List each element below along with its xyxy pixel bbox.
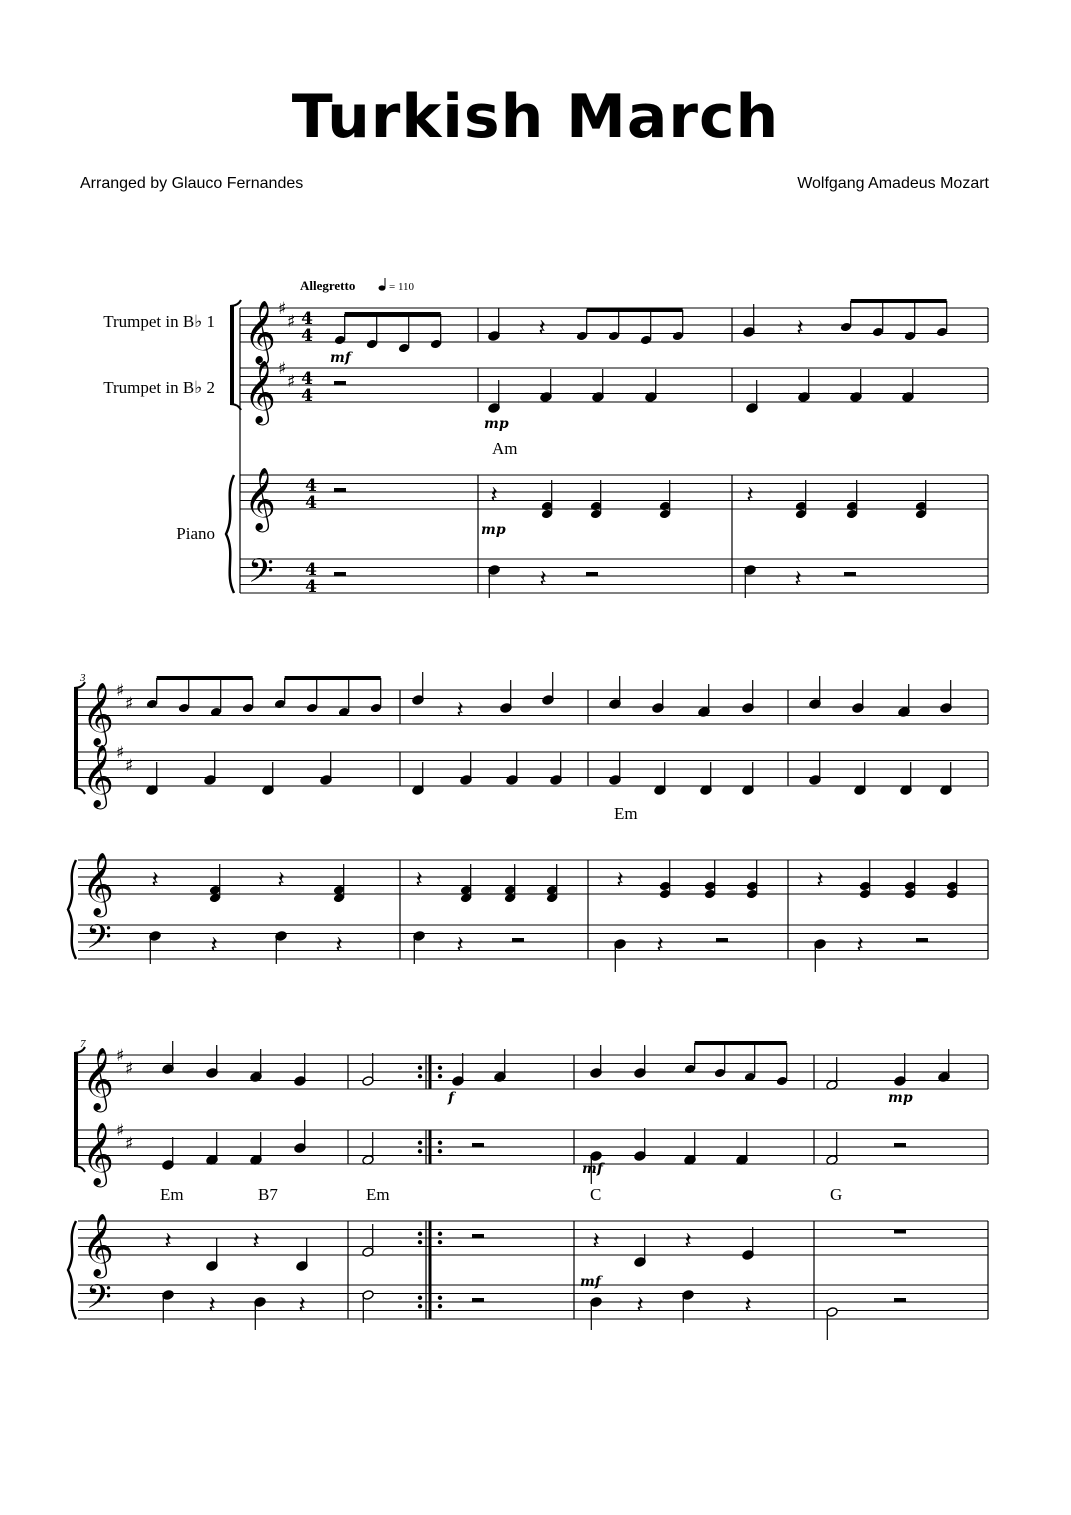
arranger-credit: Arranged by Glauco Fernandes: [80, 175, 304, 192]
tempo-note: [379, 285, 386, 290]
bass-clef: 𝄢: [86, 1278, 112, 1325]
quarter-rest: 𝄽: [816, 865, 824, 894]
bass-clef: 𝄢: [248, 552, 274, 599]
treble-clef: 𝄞: [82, 744, 114, 807]
time-sig-bottom: 4: [301, 386, 313, 406]
quarter-rest: 𝄽: [656, 930, 664, 959]
sharp-f: ♯: [116, 1121, 125, 1141]
chord-symbol: G: [830, 1185, 843, 1204]
instrument-name-piano: Piano: [176, 524, 215, 543]
half-rest: [334, 488, 346, 492]
quarter-rest: 𝄽: [684, 1226, 692, 1255]
chord-symbol: C: [590, 1185, 602, 1204]
sharp-f: ♯: [278, 359, 287, 379]
half-rest: [894, 1143, 906, 1147]
half-rest: [916, 938, 928, 942]
measure-number: 3: [80, 672, 86, 684]
quarter-rest: 𝄽: [744, 1290, 752, 1319]
quarter-rest: 𝄽: [277, 865, 285, 894]
chord-symbol: B7: [258, 1185, 278, 1204]
dynamic-marking: mf: [330, 350, 351, 366]
time-sig-top: 4: [305, 560, 317, 580]
sharp-f: ♯: [116, 681, 125, 701]
time-sig-top: 4: [305, 476, 317, 496]
dynamic-marking: mf: [580, 1274, 601, 1290]
repeat-dot: [438, 1232, 442, 1236]
sharp-c: ♯: [125, 1058, 134, 1079]
instrument-name-trumpet1: Trumpet in B♭ 1: [103, 312, 215, 331]
sharp-f: ♯: [278, 299, 287, 319]
quarter-rest: 𝄽: [490, 480, 498, 509]
dynamic-marking: mp: [888, 1090, 913, 1106]
grand-staff-brace: [226, 475, 234, 593]
quarter-rest: 𝄽: [415, 865, 423, 894]
quarter-rest: 𝄽: [796, 313, 804, 342]
quarter-rest: 𝄽: [210, 930, 218, 959]
repeat-dot: [418, 1149, 422, 1153]
quarter-rest: 𝄽: [456, 695, 464, 724]
quarter-rest: 𝄽: [539, 564, 547, 593]
repeat-dot: [438, 1141, 442, 1145]
tempo-bpm: = 110: [389, 281, 415, 293]
sharp-c: ♯: [125, 693, 134, 714]
tempo-marking: Allegretto: [300, 278, 356, 293]
half-rest: [512, 938, 524, 942]
repeat-dot: [418, 1141, 422, 1145]
dynamic-marking: f: [448, 1090, 455, 1106]
treble-clef: 𝄞: [244, 360, 276, 423]
treble-clef: 𝄞: [244, 467, 276, 530]
chord-symbol: Em: [614, 804, 638, 823]
measure-number: 7: [80, 1038, 86, 1050]
half-rest: [472, 1234, 484, 1238]
half-rest: [472, 1298, 484, 1302]
repeat-dot: [418, 1232, 422, 1236]
repeat-dot: [438, 1074, 442, 1078]
repeat-dot: [418, 1074, 422, 1078]
dynamic-marking: mf: [582, 1161, 603, 1177]
repeat-dot: [438, 1296, 442, 1300]
time-sig-top: 4: [301, 369, 313, 389]
quarter-rest: 𝄽: [538, 313, 546, 342]
quarter-rest: 𝄽: [335, 930, 343, 959]
time-sig-top: 4: [301, 309, 313, 329]
sharp-c: ♯: [287, 311, 296, 332]
repeat-dot: [438, 1149, 442, 1153]
sharp-c: ♯: [125, 755, 134, 776]
bracket-hook: [230, 404, 241, 410]
chord-symbol: Em: [366, 1185, 390, 1204]
treble-clef: 𝄞: [82, 1047, 114, 1110]
chord-symbol: Em: [160, 1185, 184, 1204]
half-rest: [716, 938, 728, 942]
instrument-name-trumpet2: Trumpet in B♭ 2: [103, 378, 215, 397]
repeat-dot: [418, 1296, 422, 1300]
bracket-hook: [230, 300, 241, 306]
quarter-rest: 𝄽: [592, 1226, 600, 1255]
repeat-dot: [418, 1304, 422, 1308]
grand-staff-brace: [68, 1221, 76, 1319]
repeat-dot: [438, 1066, 442, 1070]
score-title: Turkish March: [291, 82, 780, 152]
quarter-rest: 𝄽: [616, 865, 624, 894]
time-sig-bottom: 4: [305, 493, 317, 513]
half-rest: [334, 572, 346, 576]
half-rest: [334, 381, 346, 385]
quarter-rest: 𝄽: [636, 1290, 644, 1319]
treble-clef: 𝄞: [82, 1213, 114, 1276]
repeat-dot: [418, 1066, 422, 1070]
sharp-c: ♯: [125, 1133, 134, 1154]
repeat-dot: [418, 1240, 422, 1244]
sharp-f: ♯: [116, 743, 125, 763]
quarter-rest: 𝄽: [252, 1226, 260, 1255]
bass-clef: 𝄢: [86, 918, 112, 965]
quarter-rest: 𝄽: [856, 930, 864, 959]
quarter-rest: 𝄽: [164, 1226, 172, 1255]
half-rest: [586, 572, 598, 576]
chord-symbol: Am: [492, 439, 518, 458]
grand-staff-brace: [68, 860, 76, 959]
treble-clef: 𝄞: [244, 300, 276, 363]
quarter-rest: 𝄽: [794, 564, 802, 593]
half-rest: [472, 1143, 484, 1147]
half-rest: [844, 572, 856, 576]
treble-clef: 𝄞: [82, 682, 114, 745]
time-sig-bottom: 4: [301, 326, 313, 346]
repeat-dot: [438, 1240, 442, 1244]
quarter-rest: 𝄽: [456, 930, 464, 959]
time-sig-bottom: 4: [305, 577, 317, 597]
composer-credit: Wolfgang Amadeus Mozart: [797, 175, 989, 192]
dynamic-marking: mp: [481, 522, 506, 538]
repeat-dot: [438, 1304, 442, 1308]
half-rest: [894, 1298, 906, 1302]
quarter-rest: 𝄽: [151, 865, 159, 894]
sharp-f: ♯: [116, 1046, 125, 1066]
dynamic-marking: mp: [484, 416, 509, 432]
sharp-c: ♯: [287, 371, 296, 392]
quarter-rest: 𝄽: [746, 480, 754, 509]
quarter-rest: 𝄽: [208, 1290, 216, 1319]
whole-rest: [894, 1230, 906, 1234]
quarter-rest: 𝄽: [298, 1290, 306, 1319]
treble-clef: 𝄞: [82, 852, 114, 915]
treble-clef: 𝄞: [82, 1122, 114, 1185]
